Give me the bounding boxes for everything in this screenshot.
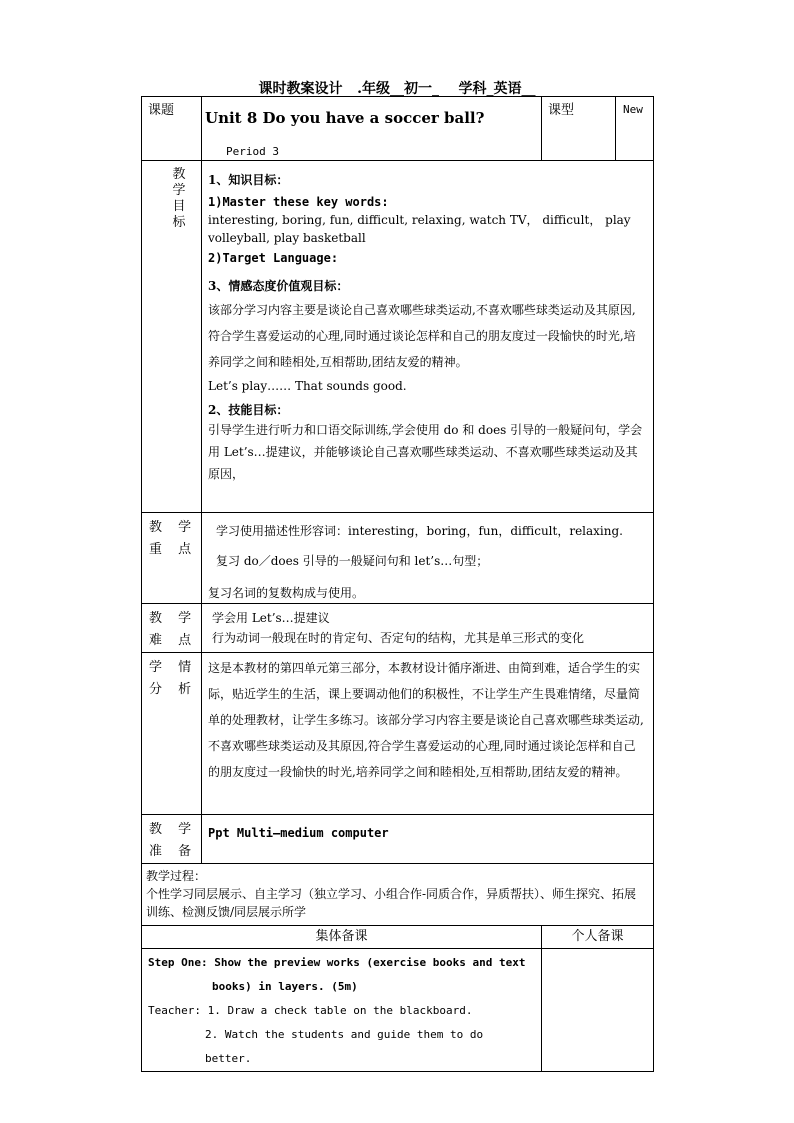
prep-row xyxy=(142,815,654,864)
process-row xyxy=(142,864,654,926)
master-heading: 1)Master these key words: xyxy=(208,195,389,209)
difficulty-line-1: 学会用 Let’s…提建议 xyxy=(212,611,330,625)
type-value: New xyxy=(623,103,643,116)
goals-label: 教学目标 xyxy=(172,167,186,230)
focus-line-3: 复习名词的复数构成与使用。 xyxy=(208,586,365,600)
target-heading: 2)Target Language: xyxy=(208,251,339,265)
topic-row xyxy=(142,97,654,161)
process-text: 个性学习同层展示、自主学习（独立学习、小组合作-同质合作，异质帮扶）、师生探究、拓展训练、检测反馈/同层展示所学 xyxy=(146,887,637,919)
personal-header: 个人备课 xyxy=(571,929,624,944)
columns-row xyxy=(142,926,654,949)
skill-heading: 2、技能目标： xyxy=(208,403,289,417)
prep-text: Ppt Multi—medium computer xyxy=(208,826,389,840)
focus-line-2: 复习 do／does 引导的一般疑问句和 let’s…句型； xyxy=(216,554,489,568)
process-label: 教学过程： xyxy=(146,869,207,883)
focus-line-1: 学习使用描述性形容词：interesting，boring，fun，difficult，relaxing. xyxy=(216,524,623,538)
analysis-text: 这是本教材的第四单元第三部分，本教材设计循序渐进、由简到难，适合学生的实际，贴近学生的生活，课上要调动他们的积极性，不让学生产生畏难情绪，尽量简单的处理教材，让学生多练习。该部分学习内容主要是谈论自己喜欢哪些球类运动,不喜欢哪些球类运动及其原因,符合学生喜爱运动的心理,同时通过谈论怎样和自己的朋友度过一段愉快的时光,培养同学之间和睦相处,互相帮助,团结友爱的精神。 xyxy=(208,661,644,779)
lesson-title: Unit 8 Do you have a soccer ball? xyxy=(205,109,485,127)
difficulty-label: 教 学 难 点 xyxy=(149,611,198,648)
collective-header: 集体备课 xyxy=(315,929,368,944)
focus-row xyxy=(142,513,654,604)
lets-play-text: Let’s play…… That sounds good. xyxy=(208,379,407,393)
focus-label: 教 学 重 点 xyxy=(149,520,198,557)
personal-notes-cell xyxy=(542,949,654,1072)
lesson-period: Period 3 xyxy=(226,145,279,158)
step1-line-1: Step One: Show the preview works (exercise books and text xyxy=(148,956,526,969)
teacher-line-2: 2. Watch the students and guide them to do better. xyxy=(205,1028,484,1065)
type-label: 课型 xyxy=(548,103,575,118)
topic-label: 课题 xyxy=(148,103,175,118)
skill-text: 引导学生进行听力和口语交际训练,学会使用 do 和 does 引导的一般疑问句，学会用 Let’s…提建议，并能够谈论自己喜欢哪些球类运动、不喜欢哪些球类运动及其原因， xyxy=(208,423,643,481)
knowledge-heading: 1、知识目标： xyxy=(208,173,289,187)
master-words: interesting, boring, fun, difficult, relaxing, watch TV， difficult， play volleyball, play basketball xyxy=(208,213,631,245)
goals-row xyxy=(142,161,654,513)
steps-row xyxy=(142,949,654,1072)
emotion-heading: 3、情感态度价值观目标： xyxy=(208,279,349,293)
analysis-label: 学 情 分 析 xyxy=(149,660,198,697)
difficulty-row xyxy=(142,604,654,653)
teacher-line-1: Teacher: 1. Draw a check table on the blackboard. xyxy=(148,1004,473,1017)
analysis-row xyxy=(142,653,654,815)
step1-line-2: books) in layers. (5m) xyxy=(212,980,358,993)
emotion-text: 该部分学习内容主要是谈论自己喜欢哪些球类运动,不喜欢哪些球类运动及其原因,符合学生喜爱运动的心理,同时通过谈论怎样和自己的朋友度过一段愉快的时光,培养同学之间和睦相处,互相帮助,团结友爱的精神。 xyxy=(208,303,636,369)
document-header: 课时教案设计 .年级__初一_ 学科_英语__ xyxy=(258,81,536,97)
prep-label: 教 学 准 备 xyxy=(149,822,198,859)
difficulty-line-2: 行为动词一般现在时的肯定句、否定句的结构，尤其是单三形式的变化 xyxy=(212,631,585,645)
lesson-plan-table xyxy=(141,96,654,1072)
